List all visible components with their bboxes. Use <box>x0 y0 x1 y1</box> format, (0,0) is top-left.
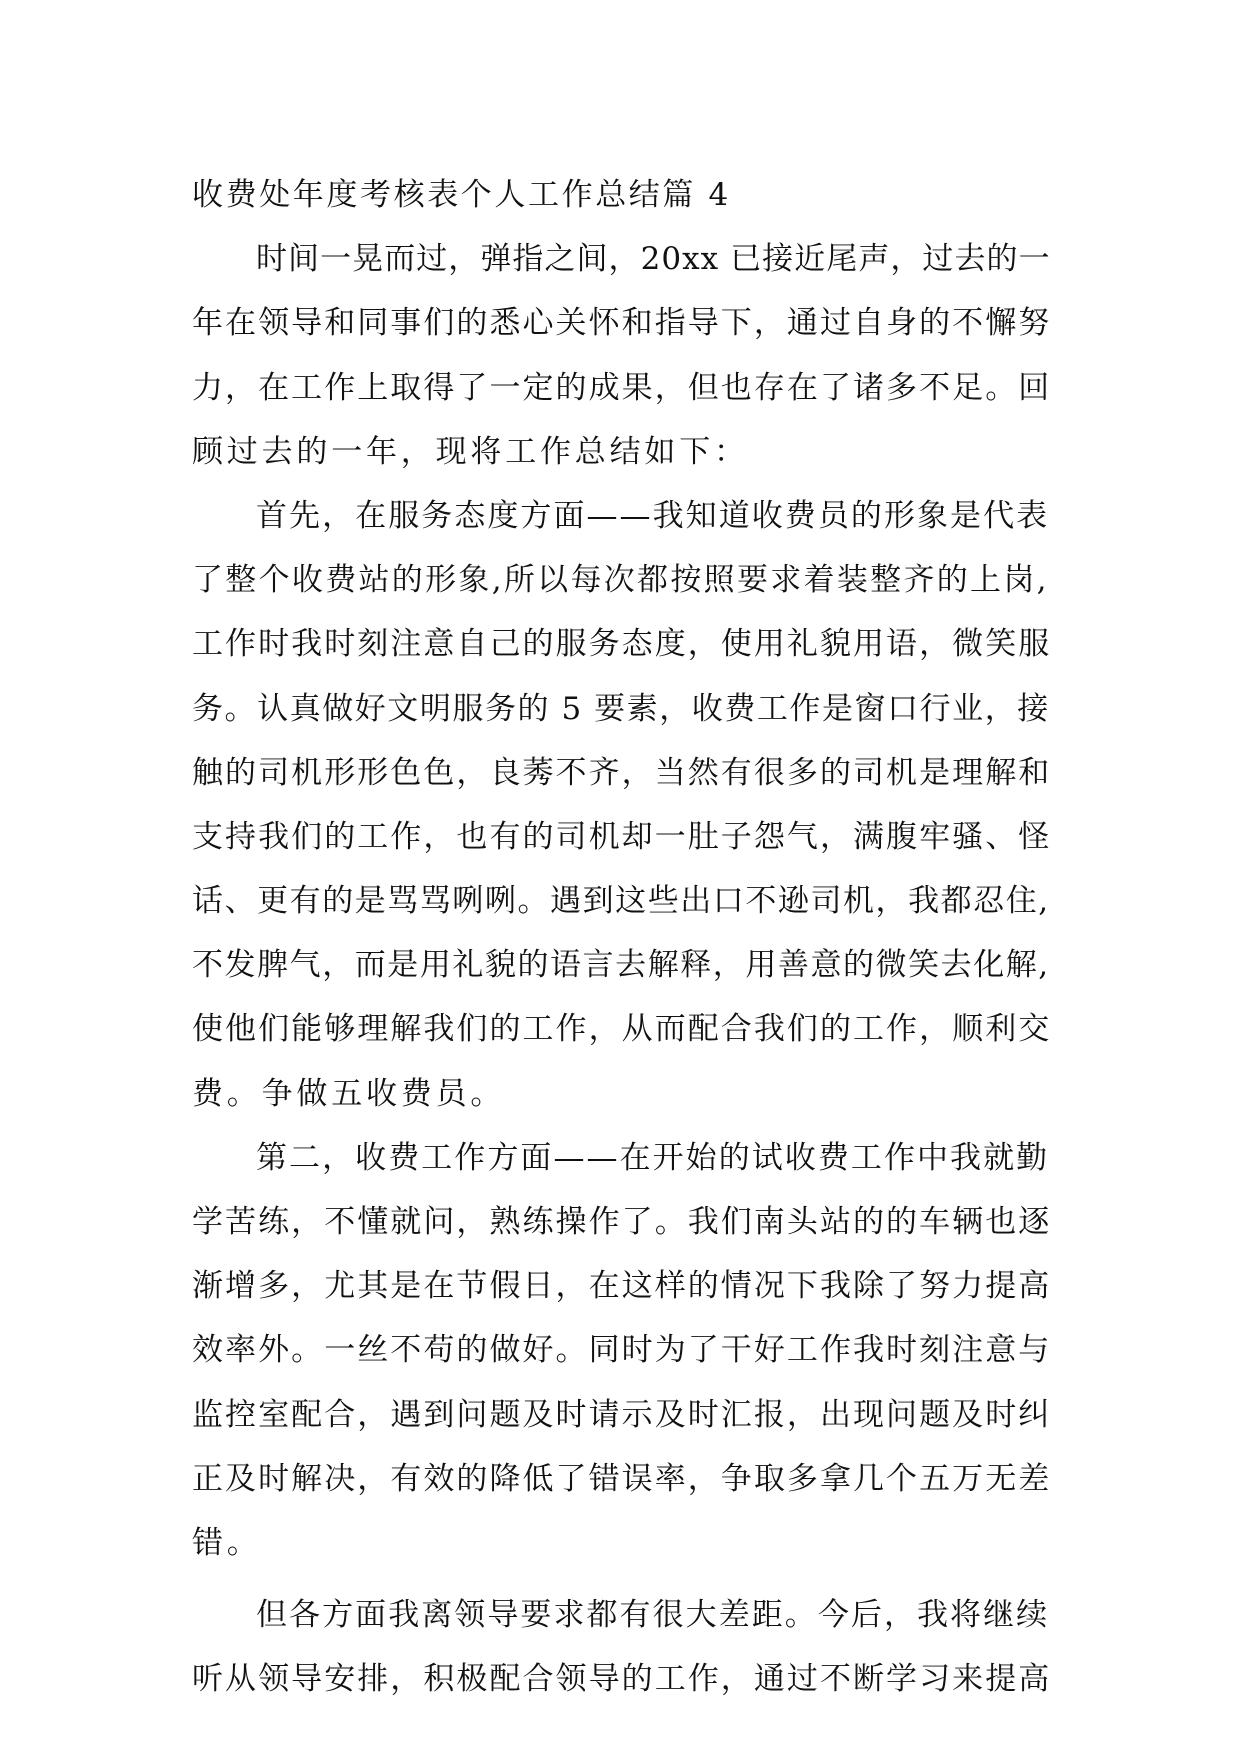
paragraph-line: 但各方面我离领导要求都有很大差距。今后，我将继续 <box>256 1597 1050 1634</box>
paragraph-line: 效率外。一丝不苟的做好。同时为了干好工作我时刻注意与 <box>192 1332 1052 1369</box>
paragraph-line: 不发脾气，而是用礼貌的语言去解释，用善意的微笑去化解, <box>192 947 1050 984</box>
paragraph-line: 顾过去的一年，现将工作总结如下： <box>192 433 749 470</box>
paragraph-line: 触的司机形形色色，良莠不齐，当然有很多的司机是理解和 <box>192 754 1052 791</box>
paragraph-line: 错。 <box>192 1524 262 1561</box>
paragraph-line: 学苦练，不懂就问，熟练操作了。我们南头站的的车辆也逐 <box>192 1204 1052 1240</box>
document-title: 收费处年度考核表个人工作总结篇 4 <box>192 177 731 213</box>
paragraph-line: 听从领导安排，积极配合领导的工作，通过不断学习来提高 <box>192 1661 1052 1698</box>
paragraph-line: 渐增多，尤其是在节假日，在这样的情况下我除了努力提高 <box>192 1268 1052 1305</box>
paragraph-line: 工作时我时刻注意自己的服务态度，使用礼貌用语，微笑服 <box>192 626 1052 663</box>
paragraph-line: 支持我们的工作，也有的司机却一肚子怨气，满腹牢骚、怪 <box>192 818 1052 855</box>
paragraph-line: 年在领导和同事们的悉心关怀和指导下，通过自身的不懈努 <box>192 305 1052 342</box>
paragraph-line: 力，在工作上取得了一定的成果，但也存在了诸多不足。回 <box>192 369 1052 406</box>
paragraph-line: 使他们能够理解我们的工作，从而配合我们的工作，顺利交 <box>192 1011 1052 1048</box>
paragraph-gap <box>192 1575 1052 1583</box>
paragraph-line: 费。争做五收费员。 <box>192 1075 506 1112</box>
paragraph-line: 务。认真做好文明服务的 5 要素，收费工作是窗口行业，接 <box>192 690 1050 727</box>
paragraph-line: 了整个收费站的形象,所以每次都按照要求着装整齐的上岗, <box>192 562 1049 599</box>
paragraph-line: 首先，在服务态度方面——我知道收费员的形象是代表 <box>256 497 1050 534</box>
paragraph-line: 正及时解决，有效的降低了错误率，争取多拿几个五万无差 <box>192 1460 1052 1497</box>
paragraph-line: 时间一晃而过，弹指之间，20xx 已接近尾声，过去的一 <box>256 241 1051 278</box>
paragraph-line: 监控室配合，遇到问题及时请示及时汇报，出现问题及时纠 <box>192 1396 1052 1433</box>
document-body <box>192 163 1052 1712</box>
paragraph-line: 第二，收费工作方面——在开始的试收费工作中我就勤 <box>256 1139 1050 1176</box>
paragraph-line: 话、更有的是骂骂咧咧。遇到这些出口不逊司机，我都忍住, <box>192 883 1050 920</box>
